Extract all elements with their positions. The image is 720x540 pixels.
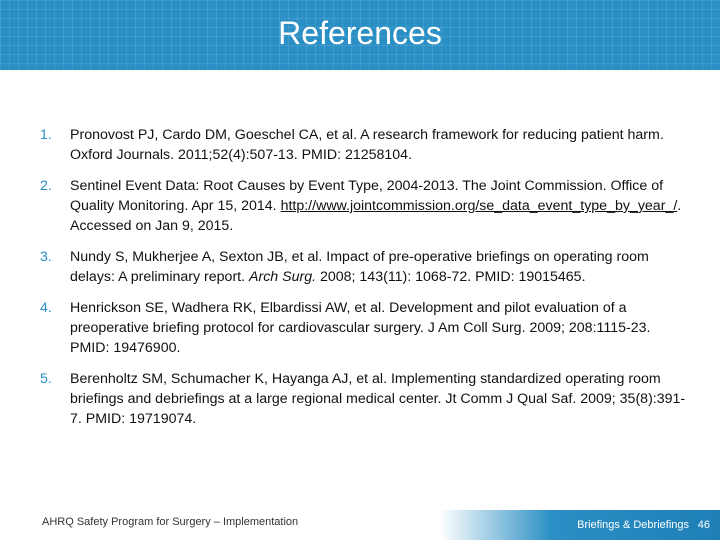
reference-number: 4.: [40, 300, 52, 316]
reference-text-part: 2008; 143(11): 1068-72. PMID: 19015465.: [316, 269, 586, 285]
reference-item: [40, 125, 690, 165]
reference-text-part: Sentinel Event Data: Root Causes by Event Type, 2004-2013. The Joint Commission. Office of Quality Monitoring. Apr 15, 2014.: [70, 178, 664, 214]
reference-number: 1.: [40, 127, 52, 143]
title-bar: [0, 0, 720, 70]
footer-bar: [440, 510, 720, 540]
reference-text: [70, 247, 690, 287]
journal-name: Arch Surg.: [249, 269, 317, 285]
reference-number: 3.: [40, 249, 52, 265]
reference-item: [40, 298, 690, 358]
reference-text-part: Nundy S, Mukherjee A, Sexton JB, et al. Impact of pre-operative briefings on operating room delays: A preliminary report.: [70, 249, 649, 285]
reference-item: [40, 176, 690, 236]
page-title: References: [278, 14, 442, 51]
reference-text: Pronovost PJ, Cardo DM, Goeschel CA, et al. A research framework for reducing patient harm. Oxford Journals. 2011;52(4):507-13. PMID: 21258104.: [70, 127, 664, 163]
reference-number: 5.: [40, 371, 52, 387]
page-number: 46: [697, 519, 710, 531]
reference-number: 2.: [40, 178, 52, 194]
reference-list: [40, 125, 690, 440]
reference-link[interactable]: http://www.jointcommission.org/se_data_event_type_by_year_/: [280, 198, 678, 214]
footer-section-title: Briefings & Debriefings: [577, 519, 689, 531]
footer-program-name: AHRQ Safety Program for Surgery – Implementation: [42, 516, 299, 528]
reference-text: [70, 176, 690, 236]
reference-item: [40, 247, 690, 287]
reference-text: Henrickson SE, Wadhera RK, Elbardissi AW, et al. Development and pilot evaluation of a preoperative briefing protocol for cardiovascular surgery. J Am Coll Surg. 2009; 208:1115-23. PMID: 19476900.: [70, 300, 651, 356]
reference-text-part: . Accessed on Jan 9, 2015.: [70, 198, 682, 234]
reference-text: Berenholtz SM, Schumacher K, Hayanga AJ, et al. Implementing standardized operating room briefings and debriefings at a large regional medical center. Jt Comm J Qual Saf. 2009; 35(8):391-7. PMID: 19719074.: [70, 371, 686, 427]
reference-item: [40, 369, 690, 429]
